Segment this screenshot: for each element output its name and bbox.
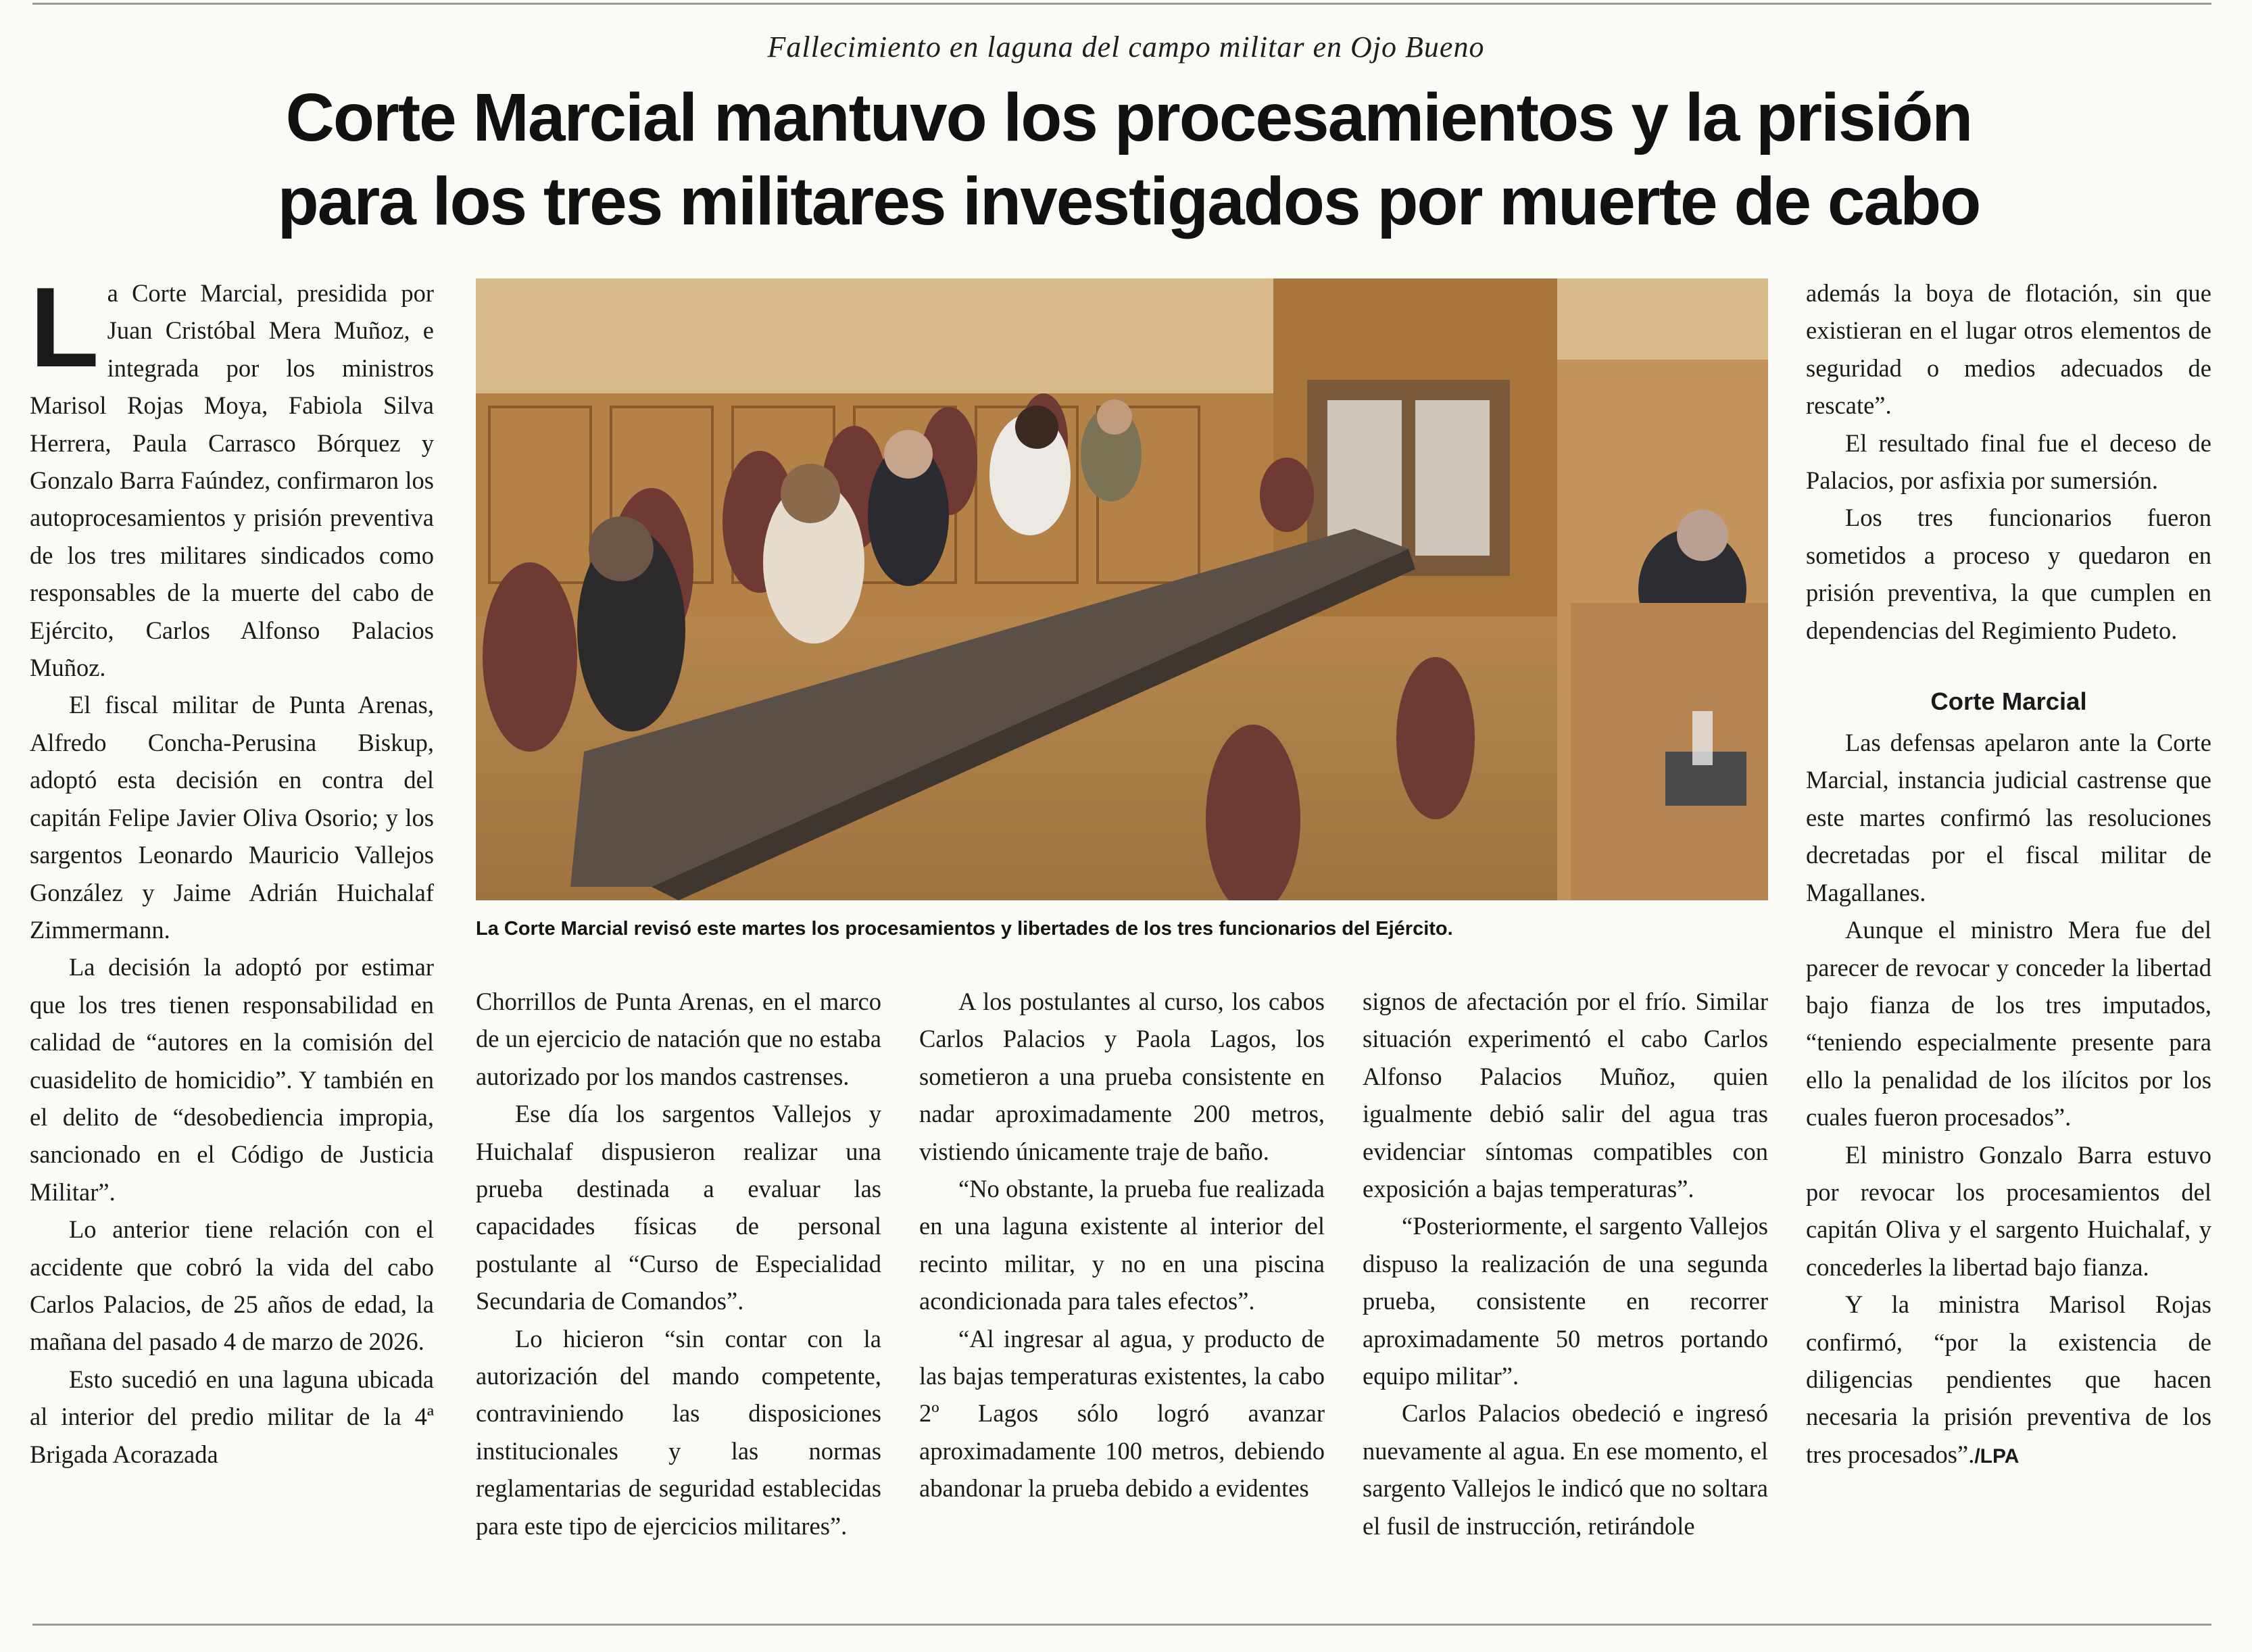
cabinet-glass-right: [1415, 400, 1490, 556]
paragraph: El fiscal militar de Punta Arenas, Alfredo Concha-Perusina Biskup, adoptó esta decisión en contra del capitán Felipe Javier Oliva Osorio; y los sargentos Leonardo Mauricio Vallejos González y Jaime Adrián Huichalaf Zimmermann.: [30, 691, 434, 944]
article-column-1: [30, 264, 434, 1473]
paragraph: Lo hicieron “sin contar con la autorización del mando competente, contraviniendo las disposiciones institucionales y las normas reglamentarias de seguridad establecidas para este tipo de ejercicios militares”.: [476, 1324, 881, 1540]
paragraph: “Posteriormente, el sargento Vallejos dispuso la realización de una segunda prueba, consistente en recorrer aproximadamente 50 metros portando equipo militar”.: [1363, 1212, 1768, 1390]
kicker: Fallecimiento en laguna del campo militar en Ojo Bueno: [767, 30, 1485, 64]
photo-caption: La Corte Marcial revisó este martes los procesamientos y libertades de los tres funcionarios del Ejército.: [476, 918, 1453, 940]
water-bottle: [1692, 711, 1713, 765]
paragraph: A los postulantes al curso, los cabos Carlos Palacios y Paola Lagos, los sometieron a una prueba consistente en nadar aproximadamente 200 metros, vistiendo únicamente traje de baño.: [919, 988, 1325, 1165]
article-column-3: [919, 983, 1325, 1507]
paragraph: Esto sucedió en una laguna ubicada al interior del predio militar de la 4ª Brigada Acorazada: [30, 1365, 434, 1468]
paragraph: Los tres funcionarios fueron sometidos a proceso y quedaron en prisión preventiva, la que cumplen en dependencias del Regimiento Pudeto.: [1806, 504, 2211, 644]
paragraph: Chorrillos de Punta Arenas, en el marco de un ejercicio de natación que no estaba autorizado por los mandos castrenses.: [476, 988, 881, 1090]
paragraph-text: a Corte Marcial, presidida por Juan Cristóbal Mera Muñoz, e integrada por los ministros Marisol Rojas Moya, Fabiola Silva Herrera, Paula Carrasco Bórquez y Gonzalo Barra Faúndez, confirmaron los autoprocesamientos y prisión preventiva de los tres militares sindicados como responsables de la muerte del cabo de Ejército, Carlos Alfonso Palacios Muñoz.: [30, 279, 434, 682]
bottom-rule: [32, 1624, 2211, 1626]
paragraph: El resultado final fue el deceso de Palacios, por asfixia por sumersión.: [1806, 429, 2211, 495]
cabinet-glass-left: [1327, 400, 1402, 556]
article-column-4: [1363, 983, 1768, 1545]
article-column-2: [476, 983, 881, 1545]
article-column-5: [1806, 274, 2211, 1475]
author-signoff: /LPA: [1974, 1444, 2020, 1467]
drop-cap: L: [30, 264, 99, 391]
top-rule: [32, 0, 2211, 5]
paragraph: Carlos Palacios obedeció e ingresó nuevamente al agua. En ese momento, el sargento Vallejos le indicó que no soltara el fusil de instrucción, retirándole: [1363, 1399, 1768, 1540]
paragraph: Lo anterior tiene relación con el accidente que cobró la vida del cabo Carlos Palacios, de 25 años de edad, la mañana del pasado 4 de marzo de 2026.: [30, 1215, 434, 1356]
headline-line-1: Corte Marcial mantuvo los procesamientos y la prisión: [285, 80, 1972, 155]
paragraph: además la boya de flotación, sin que existieran en el lugar otros elementos de seguridad o medios adecuados de rescate”.: [1806, 279, 2211, 420]
paragraph-text: Y la ministra Marisol Rojas confirmó, “por la existencia de diligencias pendientes que hacen necesaria la prisión preventiva de los tres procesados”.: [1806, 1290, 2211, 1468]
headline: [203, 76, 2055, 243]
paragraph: “Al ingresar al agua, y producto de las bajas temperaturas existentes, la cabo 2º Lagos sólo logró avanzar aproximadamente 100 metros, debiendo abandonar la prueba debido a evidentes: [919, 1324, 1325, 1503]
paragraph: signos de afectación por el frío. Similar situación experimentó el cabo Carlos Alfonso Palacios Muñoz, quien igualmente debió salir del agua tras evidenciar síntomas compatibles con exposición a bajas temperaturas”.: [1363, 988, 1768, 1203]
subheading: Corte Marcial: [1930, 687, 2087, 716]
paragraph: Ese día los sargentos Vallejos y Huichalaf dispusieron realizar una prueba destinada a evaluar las capacidades físicas de personal postulante al “Curso de Especialidad Secundaria de Comandos”.: [476, 1100, 881, 1315]
paragraph: La decisión la adoptó por estimar que los tres tienen responsabilidad en calidad de “autores en la comisión del cuasidelito de homicidio”. Y también en el delito de “desobediencia impropia, sancionado en el Código de Justicia Militar”.: [30, 953, 434, 1206]
paragraph: Aunque el ministro Mera fue del parecer de revocar y conceder la libertad bajo fianza de los tres imputados, “teniendo especialmente presente para ello la penalidad de los ilícitos por los cuales fueron procesados”.: [1806, 916, 2211, 1132]
paragraph: [1806, 1286, 2211, 1475]
paragraph: El ministro Gonzalo Barra estuvo por revocar los procesamientos del capitán Oliva y el sargento Huichalaf, y concederles la libertad bajo fianza.: [1806, 1140, 2211, 1281]
courtroom-illustration: [476, 278, 1768, 900]
courtroom-photo: [476, 278, 1768, 900]
paragraph: “No obstante, la prueba fue realizada en una laguna existente al interior del recinto militar, y no en una piscina acondicionada para tales efectos”.: [919, 1175, 1325, 1315]
paragraph: [30, 264, 434, 686]
paragraph: Las defensas apelaron ante la Corte Marcial, instancia judicial castrense que este martes confirmó las resoluciones decretadas por el fiscal militar de Magallanes.: [1806, 729, 2211, 906]
headline-line-2: para los tres militares investigados por muerte de cabo: [277, 164, 1980, 239]
